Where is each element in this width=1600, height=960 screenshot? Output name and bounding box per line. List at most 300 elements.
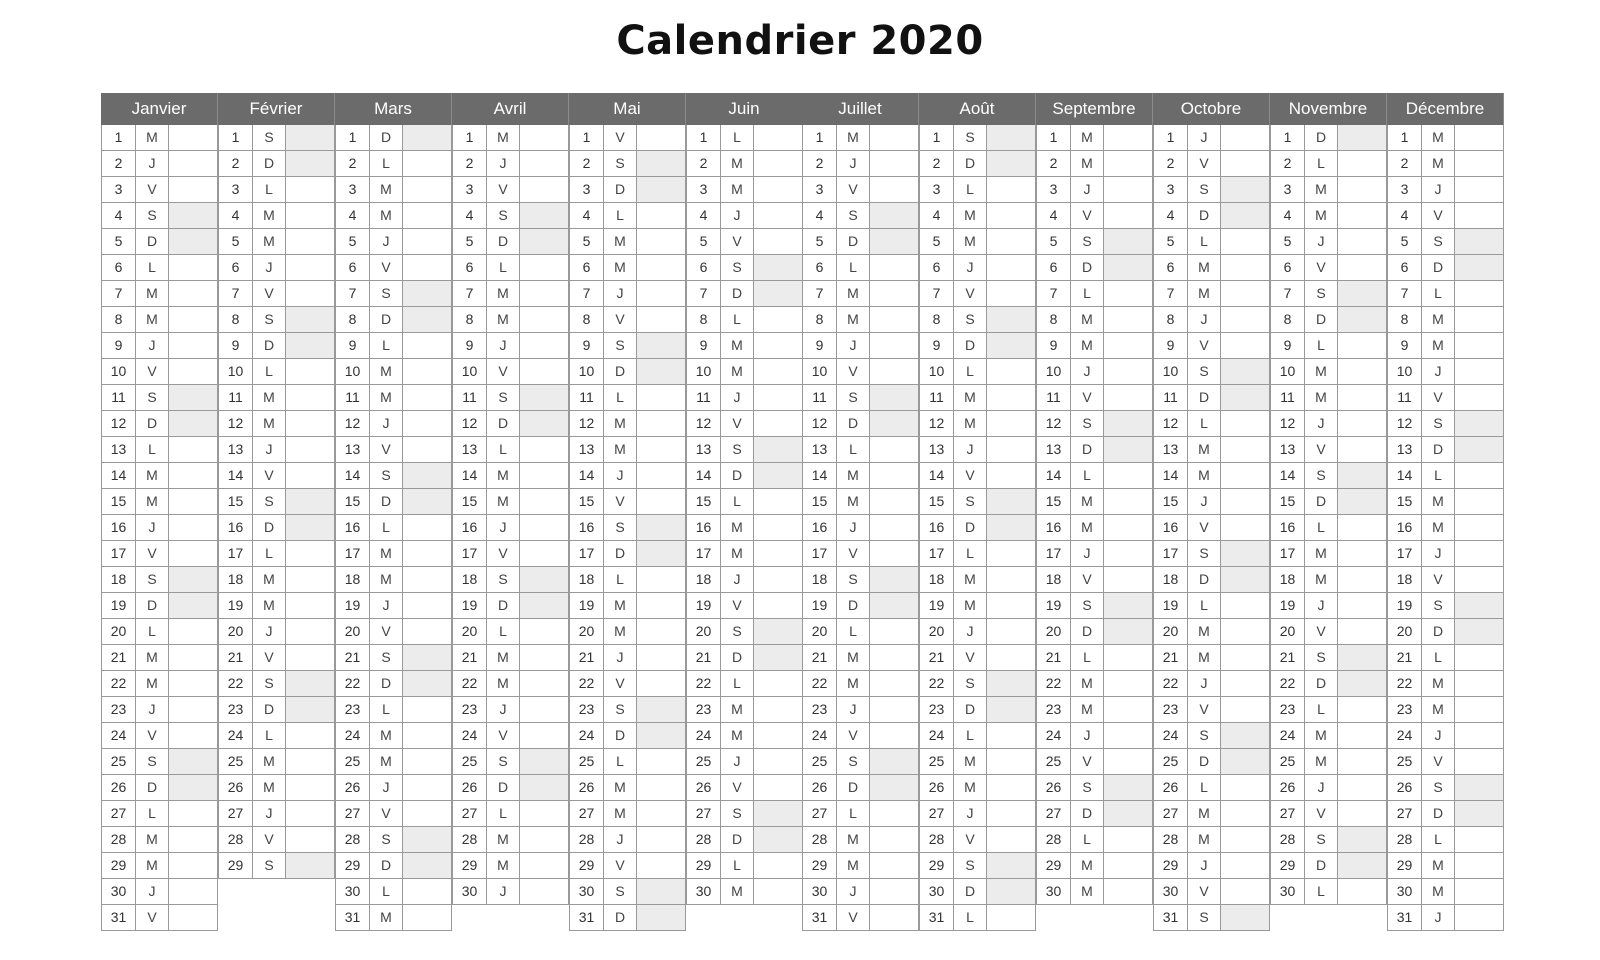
day-note-cell[interactable] (1338, 255, 1386, 280)
day-note-cell[interactable] (987, 203, 1035, 228)
day-note-cell[interactable] (1338, 229, 1386, 254)
day-row[interactable] (1036, 801, 1153, 827)
day-row[interactable] (1153, 671, 1270, 697)
day-row[interactable] (1036, 567, 1153, 593)
day-note-cell[interactable] (403, 671, 451, 696)
day-row[interactable] (1036, 151, 1153, 177)
day-row[interactable] (1387, 151, 1504, 177)
day-row[interactable] (802, 515, 919, 541)
day-note-cell[interactable] (1338, 489, 1386, 514)
day-row[interactable] (919, 489, 1036, 515)
day-row[interactable] (1036, 645, 1153, 671)
day-row[interactable] (919, 671, 1036, 697)
day-row[interactable] (1270, 385, 1387, 411)
day-note-cell[interactable] (1455, 541, 1503, 566)
day-row[interactable] (1387, 905, 1504, 931)
day-row[interactable] (919, 723, 1036, 749)
day-row[interactable] (919, 879, 1036, 905)
day-row[interactable] (335, 333, 452, 359)
day-note-cell[interactable] (1221, 463, 1269, 488)
day-row[interactable] (1387, 203, 1504, 229)
day-note-cell[interactable] (987, 827, 1035, 852)
day-note-cell[interactable] (169, 463, 217, 488)
day-note-cell[interactable] (870, 307, 918, 332)
day-note-cell[interactable] (520, 801, 568, 826)
day-row[interactable] (1270, 697, 1387, 723)
day-note-cell[interactable] (637, 281, 685, 306)
day-row[interactable] (802, 411, 919, 437)
day-note-cell[interactable] (286, 619, 334, 644)
day-note-cell[interactable] (870, 515, 918, 540)
day-note-cell[interactable] (870, 463, 918, 488)
day-note-cell[interactable] (286, 359, 334, 384)
day-note-cell[interactable] (637, 151, 685, 176)
day-row[interactable] (1036, 229, 1153, 255)
day-row[interactable] (335, 281, 452, 307)
day-row[interactable] (569, 359, 686, 385)
day-row[interactable] (1270, 333, 1387, 359)
day-row[interactable] (101, 463, 218, 489)
day-row[interactable] (1036, 437, 1153, 463)
day-note-cell[interactable] (1104, 593, 1152, 618)
day-row[interactable] (802, 593, 919, 619)
day-note-cell[interactable] (637, 697, 685, 722)
day-note-cell[interactable] (520, 385, 568, 410)
day-note-cell[interactable] (1221, 125, 1269, 150)
day-row[interactable] (1036, 489, 1153, 515)
day-note-cell[interactable] (987, 411, 1035, 436)
day-row[interactable] (452, 281, 569, 307)
day-note-cell[interactable] (637, 411, 685, 436)
day-row[interactable] (101, 125, 218, 151)
day-row[interactable] (1153, 385, 1270, 411)
day-note-cell[interactable] (1338, 853, 1386, 878)
day-row[interactable] (1270, 775, 1387, 801)
day-row[interactable] (1270, 177, 1387, 203)
day-row[interactable] (802, 463, 919, 489)
day-note-cell[interactable] (403, 333, 451, 358)
day-row[interactable] (452, 411, 569, 437)
day-note-cell[interactable] (1104, 515, 1152, 540)
day-note-cell[interactable] (987, 281, 1035, 306)
day-note-cell[interactable] (286, 229, 334, 254)
day-row[interactable] (1387, 177, 1504, 203)
day-row[interactable] (1036, 853, 1153, 879)
day-note-cell[interactable] (169, 515, 217, 540)
day-row[interactable] (335, 411, 452, 437)
day-row[interactable] (1270, 229, 1387, 255)
day-note-cell[interactable] (286, 437, 334, 462)
day-note-cell[interactable] (1455, 281, 1503, 306)
day-row[interactable] (1153, 801, 1270, 827)
day-note-cell[interactable] (987, 307, 1035, 332)
day-note-cell[interactable] (754, 385, 802, 410)
day-row[interactable] (452, 801, 569, 827)
day-row[interactable] (101, 281, 218, 307)
day-row[interactable] (1153, 879, 1270, 905)
day-note-cell[interactable] (754, 801, 802, 826)
day-note-cell[interactable] (987, 567, 1035, 592)
day-row[interactable] (1387, 255, 1504, 281)
day-note-cell[interactable] (1104, 359, 1152, 384)
day-note-cell[interactable] (286, 697, 334, 722)
day-note-cell[interactable] (987, 515, 1035, 540)
day-row[interactable] (919, 151, 1036, 177)
day-row[interactable] (452, 645, 569, 671)
day-row[interactable] (1153, 619, 1270, 645)
day-note-cell[interactable] (637, 541, 685, 566)
day-row[interactable] (1153, 411, 1270, 437)
day-row[interactable] (101, 645, 218, 671)
day-note-cell[interactable] (286, 515, 334, 540)
day-row[interactable] (569, 125, 686, 151)
day-row[interactable] (335, 827, 452, 853)
day-row[interactable] (101, 697, 218, 723)
day-row[interactable] (802, 229, 919, 255)
day-note-cell[interactable] (286, 463, 334, 488)
day-note-cell[interactable] (286, 125, 334, 150)
day-row[interactable] (1153, 723, 1270, 749)
day-note-cell[interactable] (870, 255, 918, 280)
day-note-cell[interactable] (1455, 645, 1503, 670)
day-row[interactable] (919, 229, 1036, 255)
day-row[interactable] (1270, 801, 1387, 827)
day-row[interactable] (335, 749, 452, 775)
day-row[interactable] (1387, 541, 1504, 567)
day-row[interactable] (1270, 827, 1387, 853)
day-note-cell[interactable] (987, 489, 1035, 514)
day-row[interactable] (686, 359, 803, 385)
day-row[interactable] (1270, 541, 1387, 567)
day-note-cell[interactable] (1455, 879, 1503, 904)
day-note-cell[interactable] (1455, 619, 1503, 644)
day-row[interactable] (1270, 125, 1387, 151)
day-note-cell[interactable] (286, 177, 334, 202)
day-row[interactable] (1270, 593, 1387, 619)
day-note-cell[interactable] (169, 333, 217, 358)
day-row[interactable] (919, 359, 1036, 385)
day-note-cell[interactable] (987, 801, 1035, 826)
day-row[interactable] (335, 619, 452, 645)
day-row[interactable] (218, 151, 335, 177)
day-row[interactable] (802, 307, 919, 333)
day-note-cell[interactable] (520, 541, 568, 566)
day-note-cell[interactable] (1455, 307, 1503, 332)
day-row[interactable] (1387, 619, 1504, 645)
day-note-cell[interactable] (754, 879, 802, 904)
day-row[interactable] (919, 385, 1036, 411)
day-note-cell[interactable] (1221, 307, 1269, 332)
day-row[interactable] (802, 619, 919, 645)
day-note-cell[interactable] (1104, 619, 1152, 644)
day-note-cell[interactable] (520, 333, 568, 358)
day-note-cell[interactable] (987, 671, 1035, 696)
day-row[interactable] (1036, 255, 1153, 281)
day-note-cell[interactable] (870, 775, 918, 800)
day-note-cell[interactable] (637, 645, 685, 670)
day-row[interactable] (1153, 125, 1270, 151)
day-note-cell[interactable] (637, 723, 685, 748)
day-row[interactable] (686, 411, 803, 437)
day-row[interactable] (452, 619, 569, 645)
day-row[interactable] (802, 645, 919, 671)
day-note-cell[interactable] (403, 359, 451, 384)
day-note-cell[interactable] (286, 255, 334, 280)
day-note-cell[interactable] (637, 749, 685, 774)
day-note-cell[interactable] (286, 411, 334, 436)
day-row[interactable] (218, 671, 335, 697)
day-row[interactable] (218, 723, 335, 749)
day-note-cell[interactable] (870, 827, 918, 852)
day-row[interactable] (569, 593, 686, 619)
day-row[interactable] (452, 749, 569, 775)
day-row[interactable] (335, 645, 452, 671)
day-note-cell[interactable] (637, 593, 685, 618)
day-row[interactable] (218, 333, 335, 359)
day-note-cell[interactable] (987, 541, 1035, 566)
day-note-cell[interactable] (1455, 255, 1503, 280)
day-row[interactable] (1036, 593, 1153, 619)
day-note-cell[interactable] (870, 671, 918, 696)
day-row[interactable] (802, 177, 919, 203)
day-row[interactable] (802, 775, 919, 801)
day-note-cell[interactable] (1455, 489, 1503, 514)
day-row[interactable] (218, 463, 335, 489)
day-note-cell[interactable] (870, 125, 918, 150)
day-note-cell[interactable] (286, 749, 334, 774)
day-note-cell[interactable] (169, 879, 217, 904)
day-note-cell[interactable] (870, 619, 918, 644)
day-row[interactable] (1036, 177, 1153, 203)
day-note-cell[interactable] (403, 307, 451, 332)
day-note-cell[interactable] (754, 515, 802, 540)
day-note-cell[interactable] (286, 775, 334, 800)
day-note-cell[interactable] (1104, 307, 1152, 332)
day-row[interactable] (218, 619, 335, 645)
day-note-cell[interactable] (403, 905, 451, 930)
day-note-cell[interactable] (754, 619, 802, 644)
day-note-cell[interactable] (870, 905, 918, 930)
day-note-cell[interactable] (1338, 697, 1386, 722)
day-note-cell[interactable] (1455, 775, 1503, 800)
day-row[interactable] (1036, 359, 1153, 385)
day-row[interactable] (452, 515, 569, 541)
day-row[interactable] (452, 567, 569, 593)
day-note-cell[interactable] (1221, 905, 1269, 930)
day-row[interactable] (1036, 281, 1153, 307)
day-row[interactable] (1387, 307, 1504, 333)
day-row[interactable] (335, 697, 452, 723)
day-row[interactable] (802, 489, 919, 515)
day-note-cell[interactable] (520, 463, 568, 488)
day-row[interactable] (1270, 567, 1387, 593)
day-row[interactable] (569, 853, 686, 879)
day-note-cell[interactable] (754, 411, 802, 436)
day-row[interactable] (218, 203, 335, 229)
day-row[interactable] (1387, 853, 1504, 879)
day-row[interactable] (1153, 775, 1270, 801)
day-row[interactable] (218, 827, 335, 853)
day-note-cell[interactable] (1338, 463, 1386, 488)
day-note-cell[interactable] (1221, 229, 1269, 254)
day-row[interactable] (452, 333, 569, 359)
day-note-cell[interactable] (637, 879, 685, 904)
day-note-cell[interactable] (1338, 177, 1386, 202)
day-note-cell[interactable] (1455, 203, 1503, 228)
day-row[interactable] (452, 723, 569, 749)
day-note-cell[interactable] (1221, 801, 1269, 826)
day-row[interactable] (1270, 489, 1387, 515)
day-note-cell[interactable] (520, 723, 568, 748)
day-note-cell[interactable] (1104, 853, 1152, 878)
day-note-cell[interactable] (1338, 203, 1386, 228)
day-row[interactable] (686, 515, 803, 541)
day-note-cell[interactable] (987, 359, 1035, 384)
day-row[interactable] (1153, 307, 1270, 333)
day-row[interactable] (452, 671, 569, 697)
day-note-cell[interactable] (1338, 593, 1386, 618)
day-note-cell[interactable] (286, 645, 334, 670)
day-note-cell[interactable] (286, 203, 334, 228)
day-row[interactable] (1270, 671, 1387, 697)
day-row[interactable] (101, 619, 218, 645)
day-note-cell[interactable] (637, 619, 685, 644)
day-note-cell[interactable] (1221, 177, 1269, 202)
day-row[interactable] (1387, 723, 1504, 749)
day-row[interactable] (218, 255, 335, 281)
day-row[interactable] (919, 697, 1036, 723)
day-note-cell[interactable] (1104, 177, 1152, 202)
day-row[interactable] (218, 489, 335, 515)
day-row[interactable] (1036, 723, 1153, 749)
day-row[interactable] (452, 775, 569, 801)
day-note-cell[interactable] (1104, 255, 1152, 280)
day-row[interactable] (1153, 567, 1270, 593)
day-note-cell[interactable] (754, 359, 802, 384)
day-row[interactable] (686, 801, 803, 827)
day-row[interactable] (1387, 515, 1504, 541)
day-note-cell[interactable] (1455, 723, 1503, 748)
day-note-cell[interactable] (754, 723, 802, 748)
day-note-cell[interactable] (1455, 567, 1503, 592)
day-note-cell[interactable] (1221, 255, 1269, 280)
day-row[interactable] (569, 515, 686, 541)
day-row[interactable] (686, 151, 803, 177)
day-note-cell[interactable] (403, 541, 451, 566)
day-row[interactable] (569, 541, 686, 567)
day-row[interactable] (218, 593, 335, 619)
day-row[interactable] (1153, 255, 1270, 281)
day-row[interactable] (1270, 619, 1387, 645)
day-row[interactable] (686, 203, 803, 229)
day-row[interactable] (1036, 385, 1153, 411)
day-note-cell[interactable] (870, 385, 918, 410)
day-row[interactable] (569, 385, 686, 411)
day-note-cell[interactable] (637, 307, 685, 332)
day-row[interactable] (686, 125, 803, 151)
day-row[interactable] (101, 385, 218, 411)
day-note-cell[interactable] (286, 541, 334, 566)
day-row[interactable] (101, 515, 218, 541)
day-row[interactable] (335, 203, 452, 229)
day-row[interactable] (1387, 411, 1504, 437)
day-row[interactable] (335, 905, 452, 931)
day-row[interactable] (919, 255, 1036, 281)
day-note-cell[interactable] (754, 203, 802, 228)
day-note-cell[interactable] (1104, 541, 1152, 566)
day-row[interactable] (686, 645, 803, 671)
day-note-cell[interactable] (403, 697, 451, 722)
day-note-cell[interactable] (169, 151, 217, 176)
day-row[interactable] (1270, 749, 1387, 775)
day-row[interactable] (569, 203, 686, 229)
day-row[interactable] (1153, 333, 1270, 359)
day-note-cell[interactable] (169, 775, 217, 800)
day-row[interactable] (1153, 827, 1270, 853)
day-note-cell[interactable] (1221, 723, 1269, 748)
day-row[interactable] (569, 463, 686, 489)
day-note-cell[interactable] (870, 749, 918, 774)
day-note-cell[interactable] (1221, 619, 1269, 644)
day-row[interactable] (1270, 879, 1387, 905)
day-row[interactable] (802, 255, 919, 281)
day-row[interactable] (569, 879, 686, 905)
day-row[interactable] (101, 593, 218, 619)
day-row[interactable] (802, 125, 919, 151)
day-row[interactable] (569, 411, 686, 437)
day-row[interactable] (452, 385, 569, 411)
day-row[interactable] (1036, 671, 1153, 697)
day-row[interactable] (686, 749, 803, 775)
day-row[interactable] (919, 593, 1036, 619)
day-row[interactable] (218, 541, 335, 567)
day-note-cell[interactable] (169, 203, 217, 228)
day-row[interactable] (101, 905, 218, 931)
day-note-cell[interactable] (637, 437, 685, 462)
day-note-cell[interactable] (520, 437, 568, 462)
day-row[interactable] (101, 307, 218, 333)
day-note-cell[interactable] (169, 645, 217, 670)
day-row[interactable] (452, 697, 569, 723)
day-note-cell[interactable] (870, 853, 918, 878)
day-note-cell[interactable] (754, 177, 802, 202)
day-row[interactable] (919, 307, 1036, 333)
day-row[interactable] (1270, 307, 1387, 333)
day-note-cell[interactable] (637, 255, 685, 280)
day-row[interactable] (1387, 463, 1504, 489)
day-note-cell[interactable] (1455, 385, 1503, 410)
day-row[interactable] (1387, 697, 1504, 723)
day-note-cell[interactable] (520, 619, 568, 644)
day-note-cell[interactable] (1455, 151, 1503, 176)
day-note-cell[interactable] (520, 749, 568, 774)
day-note-cell[interactable] (403, 567, 451, 592)
day-row[interactable] (802, 385, 919, 411)
day-row[interactable] (686, 463, 803, 489)
day-note-cell[interactable] (987, 385, 1035, 410)
day-note-cell[interactable] (169, 437, 217, 462)
day-note-cell[interactable] (520, 515, 568, 540)
day-note-cell[interactable] (286, 281, 334, 306)
day-note-cell[interactable] (1221, 411, 1269, 436)
day-row[interactable] (1153, 359, 1270, 385)
day-note-cell[interactable] (286, 489, 334, 514)
day-note-cell[interactable] (1221, 437, 1269, 462)
day-note-cell[interactable] (286, 827, 334, 852)
day-note-cell[interactable] (403, 229, 451, 254)
day-row[interactable] (569, 645, 686, 671)
day-row[interactable] (1036, 411, 1153, 437)
